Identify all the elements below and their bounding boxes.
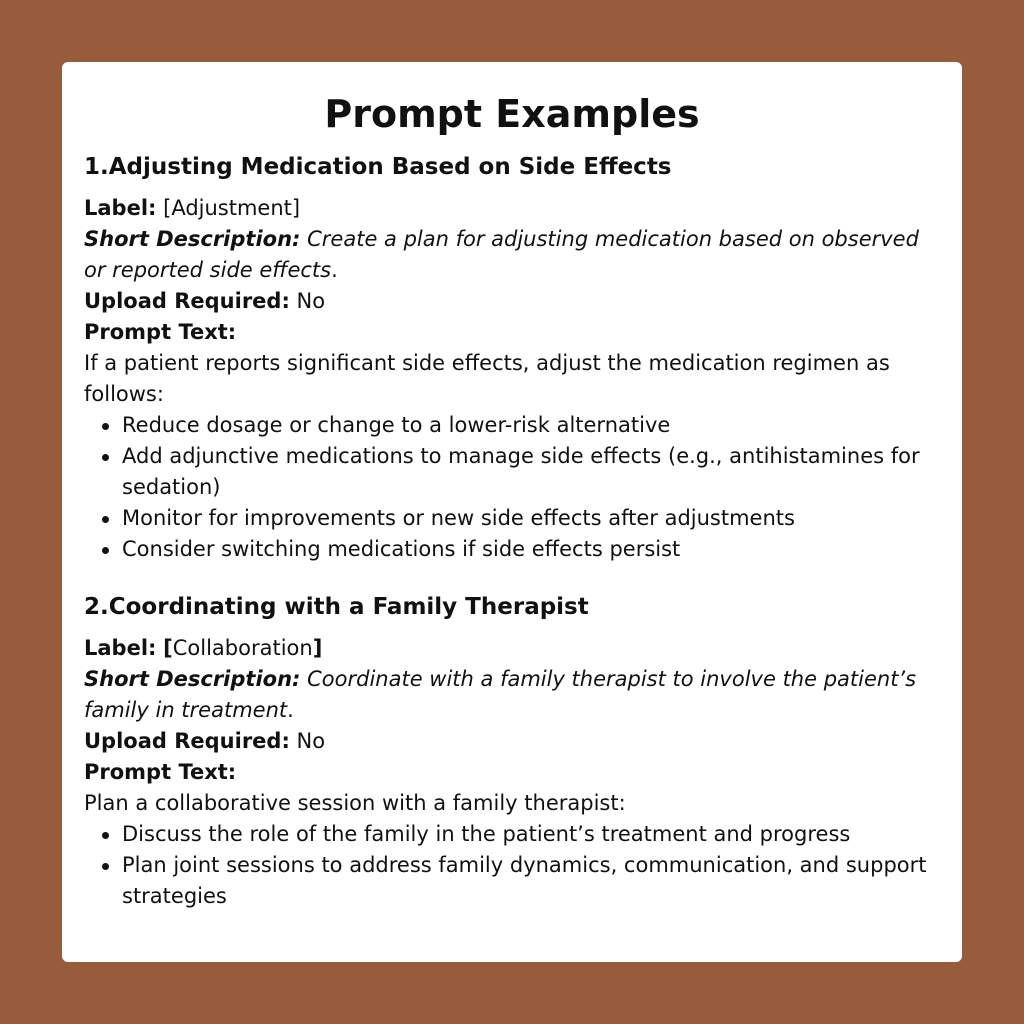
description-end: .	[331, 258, 338, 282]
prompt-intro: Plan a collaborative session with a family therapist:	[84, 791, 626, 815]
description-value: Create a plan for adjusting medication based on observed or reported side effects	[84, 227, 919, 282]
description-end: .	[287, 698, 294, 722]
prompt-text-key: Prompt Text:	[84, 760, 237, 784]
page-title: Prompt Examples	[324, 92, 700, 136]
section-adjustment	[84, 152, 940, 565]
section-heading: 2.Coordinating with a Family Therapist	[84, 594, 589, 620]
list-item: Monitor for improvements or new side effects after adjustments	[122, 503, 940, 534]
label-close-bracket: ]	[312, 636, 323, 660]
list-item: Consider switching medications if side effects persist	[122, 534, 940, 565]
list-item: Add adjunctive medications to manage side effects (e.g., antihistamines for sedation)	[122, 441, 940, 503]
list-item: Plan joint sessions to address family dynamics, communication, and support strategies	[122, 850, 940, 912]
description-key: Short Description:	[84, 227, 301, 251]
bullet-list	[84, 410, 940, 565]
label-value: [Adjustment]	[163, 196, 301, 220]
section-divider	[84, 565, 940, 592]
label-line	[84, 193, 940, 224]
upload-key: Upload Required:	[84, 729, 290, 753]
bullet-list	[84, 819, 940, 912]
list-item: Reduce dosage or change to a lower-risk alternative	[122, 410, 940, 441]
section-heading: 1.Adjusting Medication Based on Side Effects	[84, 154, 672, 180]
description-value: Coordinate with a family therapist to involve the patient’s family in treatment	[84, 667, 917, 722]
label-key: Label:	[84, 196, 157, 220]
label-value: Collaboration	[172, 636, 313, 660]
section-collaboration	[84, 592, 940, 912]
list-item: Discuss the role of the family in the patient’s treatment and progress	[122, 819, 940, 850]
short-description	[84, 664, 940, 726]
short-description	[84, 224, 940, 286]
prompt-intro: If a patient reports significant side effects, adjust the medication regimen as follows:	[84, 351, 890, 406]
label-key: Label:	[84, 636, 157, 660]
prompt-text-key: Prompt Text:	[84, 320, 237, 344]
content-card	[62, 62, 962, 962]
upload-value: No	[296, 729, 326, 753]
upload-required-line	[84, 286, 940, 317]
label-open-bracket: [	[163, 636, 173, 660]
description-key: Short Description:	[84, 667, 301, 691]
label-line	[84, 633, 940, 664]
upload-key: Upload Required:	[84, 289, 290, 313]
upload-required-line	[84, 726, 940, 757]
upload-value: No	[296, 289, 326, 313]
